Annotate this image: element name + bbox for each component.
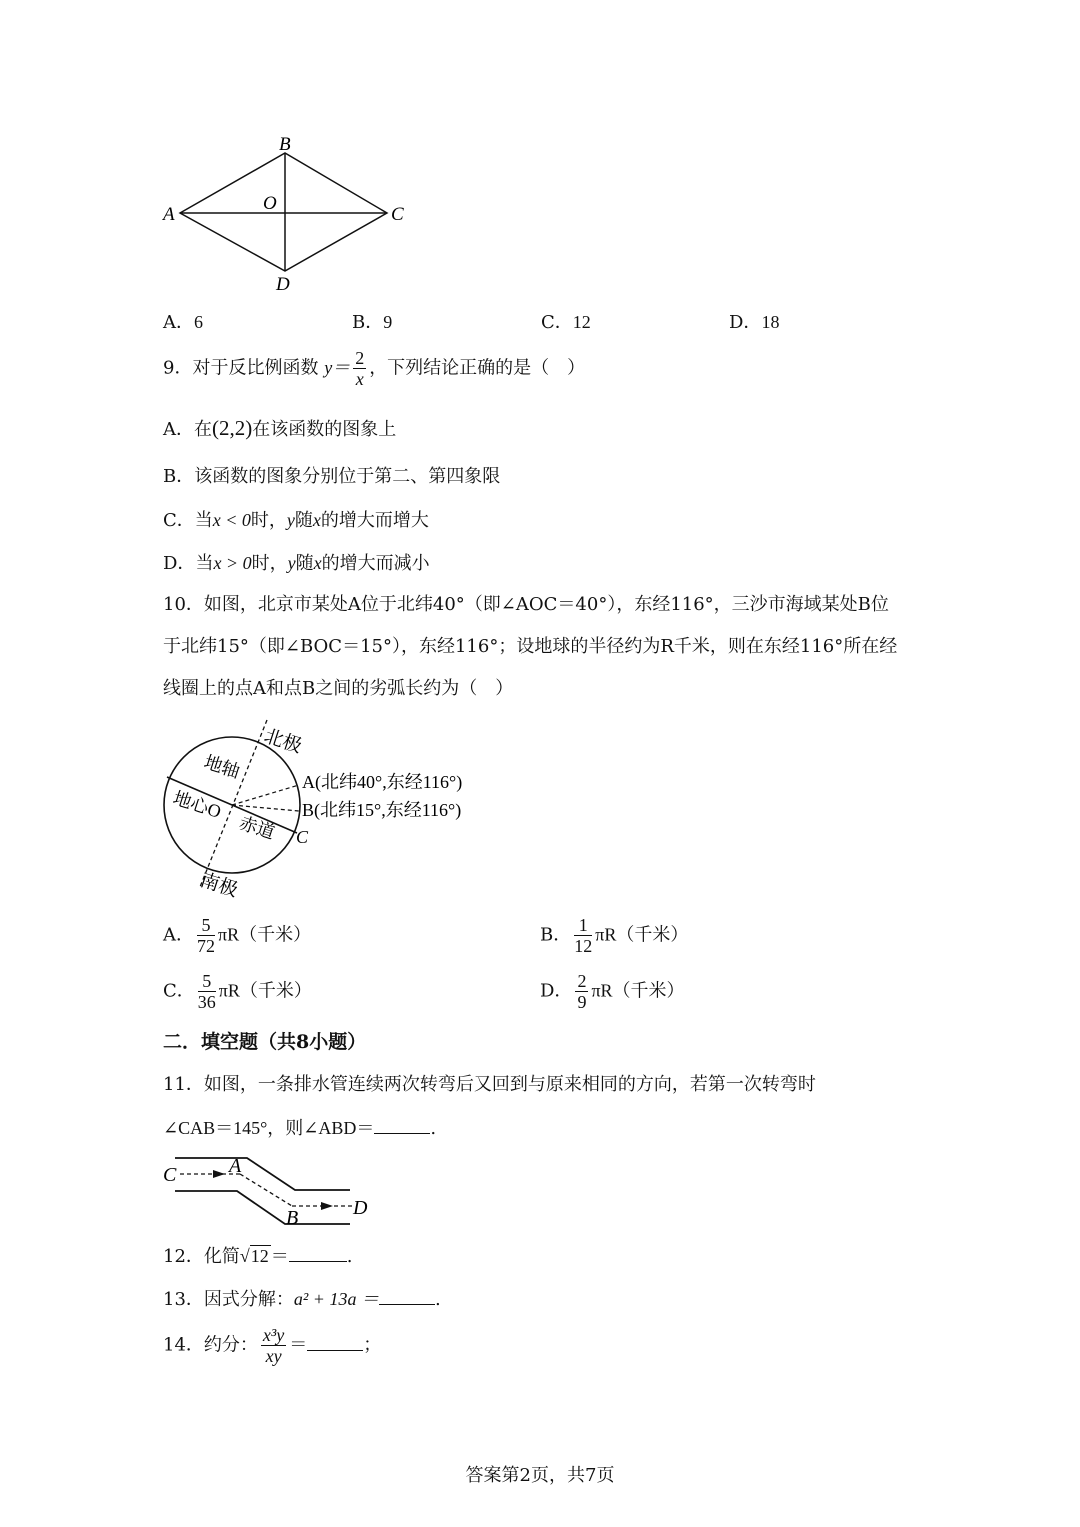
equator-label: 赤道 bbox=[236, 812, 278, 843]
south-pole-label: 南极 bbox=[197, 869, 241, 902]
q9-option-c-p1: 当 bbox=[194, 510, 213, 531]
q9-func-lhs: y＝ bbox=[324, 357, 351, 378]
point-a-label: A(北纬40°,东经116°) bbox=[302, 772, 463, 792]
q12 bbox=[163, 1244, 353, 1269]
pipe-label-d: D bbox=[353, 1197, 368, 1219]
point-c-label: C bbox=[296, 827, 309, 847]
q9-option-d-y: y bbox=[287, 553, 296, 573]
q10-option-c-letter: C． bbox=[163, 980, 195, 1002]
q10-option-c-tail: πR（千米） bbox=[218, 980, 312, 1001]
q10-option-a-num: 5 bbox=[197, 915, 215, 936]
q9-option-d-p4: 的增大而减小 bbox=[321, 553, 430, 574]
center-label: 地心O bbox=[170, 787, 224, 822]
q10-line-3: 线圈上的点A和点B之间的劣弧长约为（ ） bbox=[163, 678, 514, 699]
q13-end: . bbox=[434, 1289, 441, 1310]
q9-func-fraction bbox=[353, 348, 366, 389]
q9-option-d-letter: D． bbox=[163, 553, 196, 574]
q9-option-b-letter: B． bbox=[163, 466, 195, 487]
pipe-label-b: B bbox=[286, 1207, 299, 1229]
q8-option-d[interactable] bbox=[729, 310, 779, 335]
q9-option-a-point: (2,2) bbox=[212, 416, 253, 440]
q9-option-d-p1: 当 bbox=[195, 553, 214, 574]
q9-stem-suffix: ，下列结论正确的是（ ） bbox=[369, 357, 586, 379]
q13-prefix: 13．因式分解： bbox=[163, 1289, 294, 1310]
q10-option-b[interactable] bbox=[540, 915, 688, 956]
q10-line-2: 于北纬15°（即∠BOC＝15°），东经116°；设地球的半径约为R千米，则在东经116°所在经 bbox=[163, 636, 898, 657]
q13-expr: a² + 13a ＝ bbox=[293, 1289, 379, 1309]
label-o: O bbox=[263, 193, 277, 214]
q12-answer-blank[interactable] bbox=[289, 1245, 347, 1262]
q9-option-d-p3: 随 bbox=[295, 553, 314, 574]
q11-line-1: 11．如图，一条排水管连续两次转弯后又回到与原来相同的方向，若第一次转弯时 bbox=[163, 1074, 816, 1095]
q12-radicand: 12 bbox=[250, 1246, 269, 1266]
q9-option-c-p3: 随 bbox=[294, 510, 313, 531]
q10-option-b-letter: B． bbox=[540, 924, 572, 946]
q14-fraction bbox=[261, 1325, 286, 1366]
section-2-title: 二．填空题（共8小题） bbox=[163, 1031, 367, 1053]
q10-option-a[interactable] bbox=[163, 915, 311, 956]
q9-option-c-letter: C． bbox=[163, 510, 195, 531]
q11-end: . bbox=[430, 1118, 437, 1139]
q12-end: . bbox=[346, 1246, 353, 1267]
q10-option-b-fraction bbox=[574, 915, 592, 956]
q8-option-d-text: 18 bbox=[761, 312, 780, 332]
q8-option-b-text: 9 bbox=[383, 312, 393, 332]
rhombus-figure bbox=[155, 128, 425, 298]
q9-option-a-suffix: 在该函数的图象上 bbox=[252, 419, 397, 440]
q14-num: x³y bbox=[262, 1325, 285, 1345]
q10-option-b-num: 1 bbox=[574, 915, 592, 936]
q9-option-a-letter: A． bbox=[163, 419, 194, 440]
q9-option-d[interactable] bbox=[163, 551, 430, 576]
axis-label: 地轴 bbox=[201, 751, 243, 782]
q9-stem bbox=[163, 348, 585, 389]
page-footer: 答案第2页，共7页 bbox=[465, 1465, 615, 1486]
label-a: A bbox=[163, 204, 175, 225]
q9-stem-prefix: 对于反比例函数 bbox=[192, 357, 319, 379]
q9-option-c-p4: 的增大而增大 bbox=[320, 510, 429, 531]
oa-line bbox=[232, 785, 299, 805]
q9-option-c[interactable] bbox=[163, 508, 429, 533]
label-d: D bbox=[276, 274, 290, 295]
point-b-label: B(北纬15°,东经116°) bbox=[302, 800, 462, 820]
q8-option-b-letter: B． bbox=[352, 312, 384, 333]
q9-number: 9． bbox=[163, 357, 193, 379]
pipe-center-segment-2 bbox=[240, 1174, 292, 1206]
q8-option-c[interactable] bbox=[541, 310, 591, 335]
q10-option-a-den: 72 bbox=[197, 936, 215, 956]
q10-option-a-fraction bbox=[197, 915, 215, 956]
q9-option-c-cond: x < 0 bbox=[212, 510, 251, 530]
earth-figure bbox=[155, 715, 505, 905]
pipe-label-c: C bbox=[163, 1164, 177, 1186]
q10-line-1: 10．如图，北京市某处A位于北纬40°（即∠AOC＝40°），东经116°，三沙市海域某处B位 bbox=[163, 594, 889, 615]
q13 bbox=[163, 1287, 441, 1312]
q10-option-c[interactable] bbox=[163, 971, 312, 1012]
q14 bbox=[163, 1325, 381, 1366]
q9-option-a-prefix: 在 bbox=[194, 419, 212, 440]
pipe-figure bbox=[155, 1148, 385, 1230]
q8-option-c-letter: C． bbox=[541, 312, 573, 333]
q14-eq: ＝ bbox=[289, 1334, 308, 1355]
q10-option-d-fraction bbox=[575, 971, 588, 1012]
pipe-label-a: A bbox=[229, 1155, 242, 1177]
q12-prefix: 12．化简 bbox=[163, 1246, 240, 1267]
q11-answer-blank[interactable] bbox=[374, 1117, 430, 1134]
flow-arrow-2 bbox=[321, 1202, 333, 1210]
flow-arrow-1 bbox=[213, 1170, 225, 1178]
q9-option-d-x: x bbox=[313, 553, 322, 573]
q8-option-c-text: 12 bbox=[572, 312, 591, 332]
q14-answer-blank[interactable] bbox=[307, 1334, 363, 1351]
q10-option-c-fraction bbox=[198, 971, 216, 1012]
q9-option-d-cond: x > 0 bbox=[213, 553, 252, 573]
q8-option-d-letter: D． bbox=[729, 312, 762, 333]
q8-option-b[interactable] bbox=[352, 310, 392, 335]
q11-line-2 bbox=[163, 1116, 436, 1141]
north-pole-label: 北极 bbox=[261, 725, 305, 758]
q8-option-a-text: 6 bbox=[194, 312, 203, 332]
q10-option-c-den: 36 bbox=[197, 992, 216, 1012]
q13-answer-blank[interactable] bbox=[379, 1288, 435, 1305]
label-b: B bbox=[279, 134, 291, 155]
q12-sqrt: √12 bbox=[239, 1246, 269, 1266]
q10-option-d-num: 2 bbox=[577, 971, 587, 991]
label-c: C bbox=[391, 204, 404, 225]
q10-option-d-letter: D． bbox=[540, 980, 573, 1002]
q9-func-den: x bbox=[355, 369, 364, 389]
q10-option-a-letter: A． bbox=[163, 924, 194, 946]
rhombus-outline bbox=[180, 153, 387, 271]
q9-option-c-y: y bbox=[286, 510, 295, 530]
q9-option-c-p2: 时， bbox=[250, 510, 287, 531]
q9-func-num: 2 bbox=[355, 348, 365, 368]
q14-end: ； bbox=[363, 1334, 382, 1356]
q12-eq: ＝ bbox=[270, 1246, 289, 1266]
q14-prefix: 14．约分： bbox=[163, 1334, 258, 1356]
q10-option-a-tail: πR（千米） bbox=[218, 924, 312, 945]
q9-option-c-x: x bbox=[312, 510, 321, 530]
q8-option-a[interactable] bbox=[163, 310, 203, 335]
q9-option-b-text: 该函数的图象分别位于第二、第四象限 bbox=[194, 466, 501, 487]
q10-option-d[interactable] bbox=[540, 971, 685, 1012]
q10-option-b-tail: πR（千米） bbox=[595, 924, 689, 945]
q8-option-a-letter: A． bbox=[163, 312, 194, 333]
q11-expr: ∠CAB＝145°，则∠ABD＝ bbox=[163, 1118, 375, 1138]
q10-option-b-den: 12 bbox=[574, 936, 593, 956]
q9-option-a[interactable] bbox=[163, 416, 396, 442]
q9-option-d-p2: 时， bbox=[251, 553, 288, 574]
q9-option-b[interactable] bbox=[163, 465, 500, 489]
q14-den: xy bbox=[265, 1346, 282, 1366]
q10-option-c-num: 5 bbox=[198, 971, 216, 992]
q10-option-d-tail: πR（千米） bbox=[591, 980, 685, 1001]
q10-option-d-den: 9 bbox=[577, 992, 587, 1012]
